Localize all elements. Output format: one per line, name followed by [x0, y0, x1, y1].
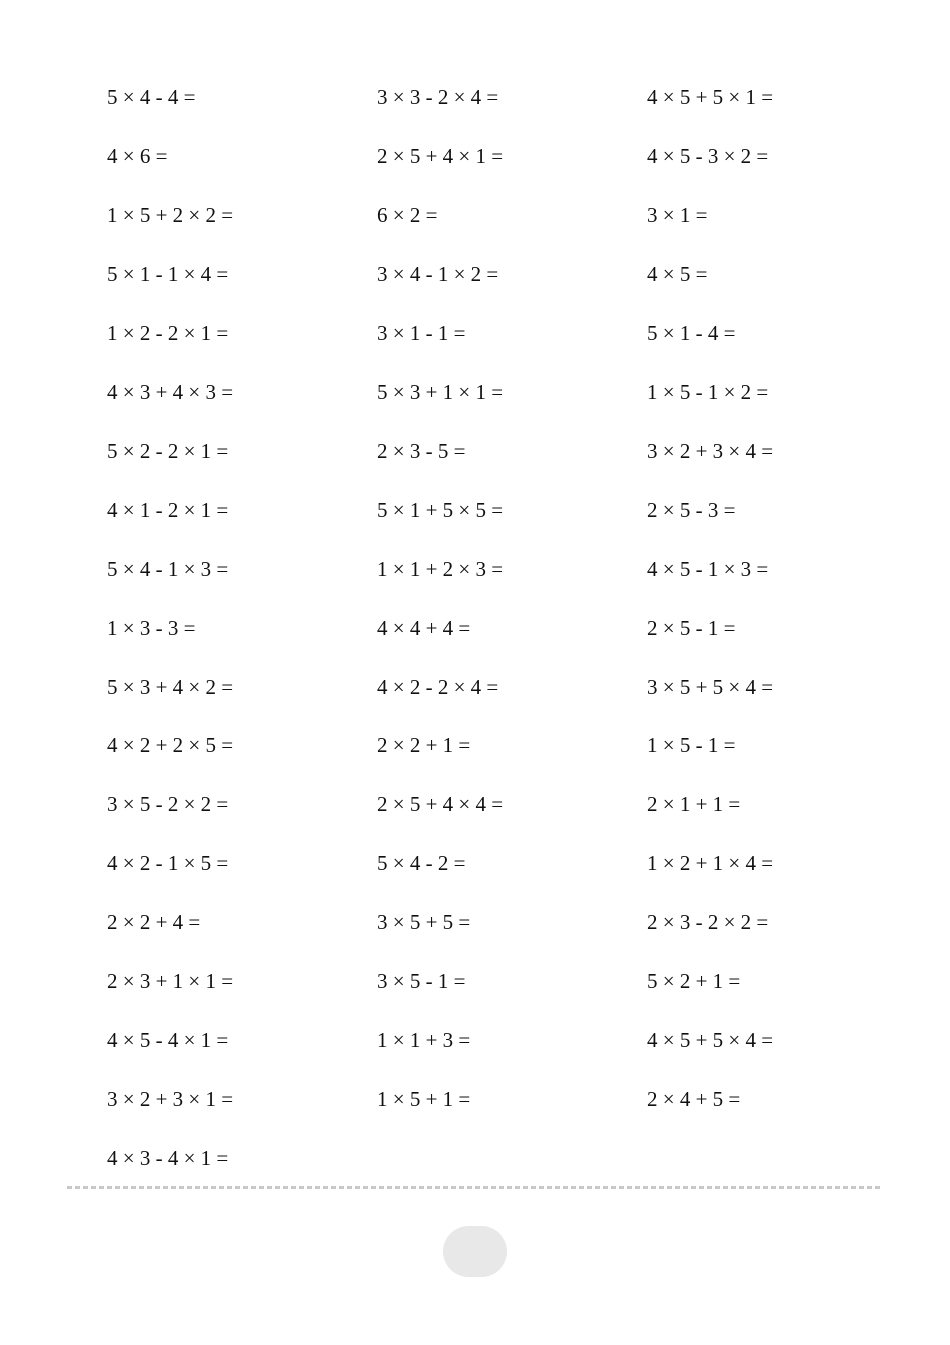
- math-problem: 2 × 2 + 4 =: [107, 910, 201, 935]
- math-problem: 4 × 1 - 2 × 1 =: [107, 497, 229, 522]
- math-problem: 4 × 2 + 2 × 5 =: [107, 733, 234, 758]
- math-problem: 2 × 3 + 1 × 1 =: [107, 969, 234, 994]
- math-problem: 5 × 4 - 4 =: [107, 85, 196, 109]
- math-problem: 1 × 1 + 2 × 3 =: [377, 556, 504, 581]
- math-problem: 3 × 5 - 2 × 2 =: [107, 792, 229, 817]
- math-problem: 4 × 3 + 4 × 3 =: [107, 379, 234, 404]
- math-problem: 2 × 1 + 1 =: [647, 792, 741, 817]
- math-problem: 1 × 1 + 3 =: [377, 1028, 471, 1053]
- page-number-badge: [443, 1226, 507, 1277]
- math-problem: 2 × 5 + 4 × 4 =: [377, 792, 504, 817]
- math-problem: 4 × 2 - 1 × 5 =: [107, 851, 229, 876]
- math-problem: 5 × 1 - 1 × 4 =: [107, 261, 229, 286]
- math-problem: 5 × 1 + 5 × 5 =: [377, 497, 504, 522]
- math-problem: 1 × 5 - 1 =: [647, 733, 736, 758]
- math-problem: 5 × 3 + 1 × 1 =: [377, 379, 504, 404]
- math-problem: 5 × 4 - 2 =: [377, 851, 466, 876]
- math-problem: 3 × 3 - 2 × 4 =: [377, 85, 499, 109]
- math-problem: 4 × 3 - 4 × 1 =: [107, 1146, 229, 1171]
- math-problem: 2 × 5 - 3 =: [647, 497, 736, 522]
- math-problem: 1 × 3 - 3 =: [107, 615, 196, 640]
- math-problem: 2 × 3 - 5 =: [377, 438, 466, 463]
- math-problem: 5 × 2 + 1 =: [647, 969, 741, 994]
- math-problem: 1 × 2 + 1 × 4 =: [647, 851, 774, 876]
- math-problem: 1 × 2 - 2 × 1 =: [107, 320, 229, 345]
- math-problem: 3 × 1 =: [647, 202, 708, 227]
- math-problem: 1 × 5 + 1 =: [377, 1087, 471, 1112]
- math-problem: 3 × 5 + 5 =: [377, 910, 471, 935]
- math-problem: 2 × 3 - 2 × 2 =: [647, 910, 769, 935]
- math-problem: 5 × 3 + 4 × 2 =: [107, 674, 234, 699]
- dashed-divider: [67, 1186, 883, 1189]
- math-problem: 2 × 2 + 1 =: [377, 733, 471, 758]
- math-problem: 1 × 5 + 2 × 2 =: [107, 202, 234, 227]
- math-problem: 3 × 4 - 1 × 2 =: [377, 261, 499, 286]
- math-problem: 3 × 2 + 3 × 4 =: [647, 438, 774, 463]
- math-problem: 3 × 5 + 5 × 4 =: [647, 674, 774, 699]
- math-problem: 4 × 5 + 5 × 1 =: [647, 85, 774, 109]
- math-problem: 4 × 5 =: [647, 261, 708, 286]
- math-problem: 1 × 5 - 1 × 2 =: [647, 379, 769, 404]
- math-problem: 4 × 5 - 3 × 2 =: [647, 143, 769, 168]
- math-problem: 4 × 5 - 4 × 1 =: [107, 1028, 229, 1053]
- math-problem: 2 × 4 + 5 =: [647, 1087, 741, 1112]
- math-problem: 4 × 2 - 2 × 4 =: [377, 674, 499, 699]
- math-problem: 3 × 1 - 1 =: [377, 320, 466, 345]
- math-problem: 4 × 4 + 4 =: [377, 615, 471, 640]
- math-problem: 4 × 6 =: [107, 143, 168, 168]
- math-problem: 5 × 4 - 1 × 3 =: [107, 556, 229, 581]
- math-problem: 5 × 2 - 2 × 1 =: [107, 438, 229, 463]
- math-problem: 4 × 5 - 1 × 3 =: [647, 556, 769, 581]
- math-problem: 2 × 5 - 1 =: [647, 615, 736, 640]
- math-problem: 6 × 2 =: [377, 202, 438, 227]
- math-problem: 4 × 5 + 5 × 4 =: [647, 1028, 774, 1053]
- math-problem: 5 × 1 - 4 =: [647, 320, 736, 345]
- math-problem: 2 × 5 + 4 × 1 =: [377, 143, 504, 168]
- math-problem: 3 × 5 - 1 =: [377, 969, 466, 994]
- math-problem: 3 × 2 + 3 × 1 =: [107, 1087, 234, 1112]
